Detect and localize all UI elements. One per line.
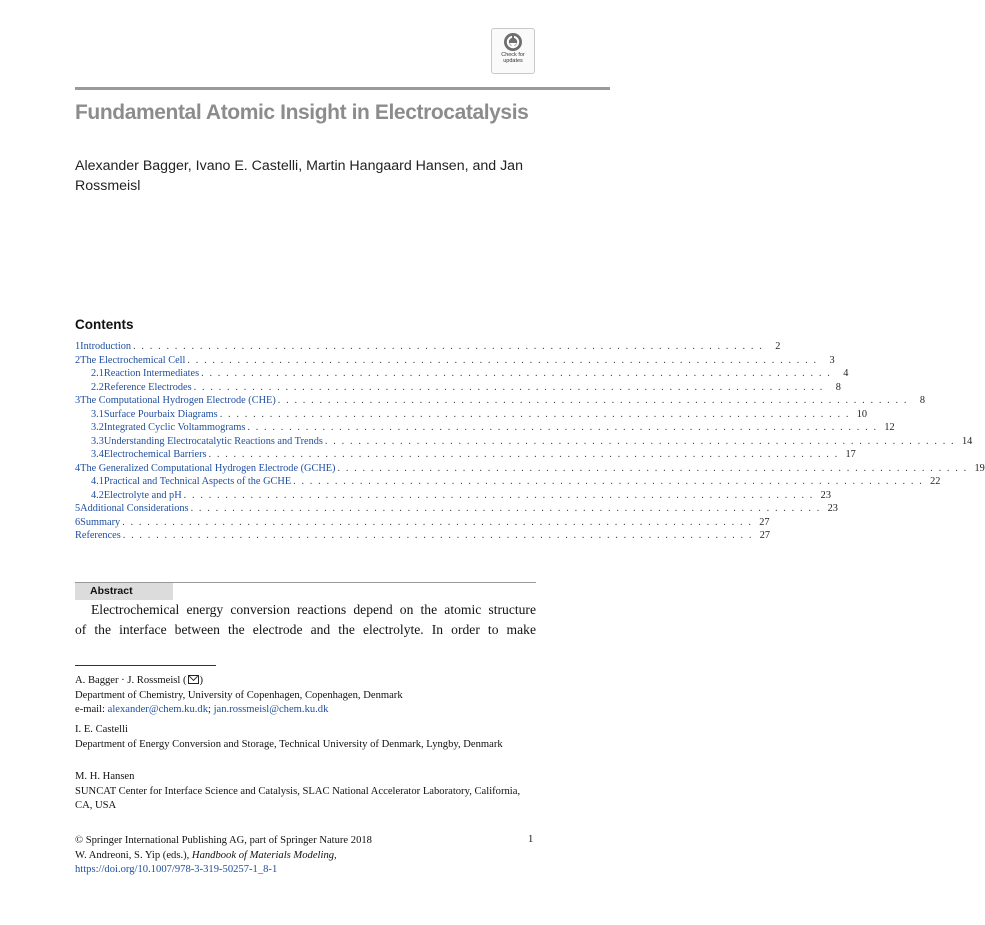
citation-book-title: Handbook of Materials Modeling, bbox=[191, 849, 337, 861]
toc-entry-page: 14 bbox=[961, 435, 973, 447]
toc-entry-page: 8 bbox=[835, 381, 841, 393]
toc-entry-page: 27 bbox=[759, 516, 770, 528]
toc-entry-page: 17 bbox=[845, 449, 856, 460]
badge-label-1: Check for bbox=[501, 52, 525, 58]
abstract-label: Abstract bbox=[75, 583, 173, 600]
toc-leader-dots: . . . . . . . . . . . . . . . . . . . . . . . . . . . . . . . . . . . . . . . . . . . . . . . . . . . . . . . . . . . . . . . . . . . . . . . . . . . . bbox=[133, 341, 764, 352]
toc-entry-number: 3.2 bbox=[91, 422, 104, 433]
toc-entry[interactable] bbox=[75, 476, 941, 490]
author-list: Alexander Bagger, Ivano E. Castelli, Martin Hangaard Hansen, and Jan Rossmeisl bbox=[75, 158, 523, 194]
toc-entry-number: 3.1 bbox=[91, 408, 104, 420]
footnote-name: I. E. Castelli bbox=[75, 724, 128, 735]
email-link-rossmeisl[interactable]: jan.rossmeisl@chem.ku.dk bbox=[213, 704, 329, 715]
toc-leader-dots: . . . . . . . . . . . . . . . . . . . . . . . . . . . . . . . . . . . . . . . . . . . . . . . . . . . . . . . . . . . . . . . . . . . . . . . . . . . . bbox=[122, 530, 754, 541]
citation-editors: W. Andreoni, S. Yip (eds.), bbox=[75, 849, 192, 861]
toc-entry[interactable] bbox=[75, 435, 973, 450]
chapter-title: Fundamental Atomic Insight in Electrocatalysis bbox=[75, 101, 529, 124]
email-link-bagger[interactable]: alexander@chem.ku.dk bbox=[107, 704, 209, 715]
doi-link[interactable]: https://doi.org/10.1007/978-3-319-50257-1_8-1 bbox=[75, 864, 278, 875]
footnote-rule bbox=[75, 665, 216, 666]
footnote-close-paren: ) bbox=[199, 675, 204, 686]
toc-entry-label: Additional Considerations bbox=[80, 503, 189, 514]
contents-heading: Contents bbox=[75, 317, 134, 332]
footnote-affiliation: Department of Energy Conversion and Storage, Technical University of Denmark, Lyngby, Denmark bbox=[75, 738, 503, 750]
footnote-castelli bbox=[75, 723, 536, 752]
toc-entry-label: Understanding Electrocatalytic Reactions and Trends bbox=[103, 435, 323, 447]
toc-entry-label: References bbox=[75, 530, 121, 541]
toc-leader-dots: . . . . . . . . . . . . . . . . . . . . . . . . . . . . . . . . . . . . . . . . . . . . . . . . . . . . . . . . . . . . . . . . . . . . . . . . . . . . bbox=[277, 395, 909, 406]
footnote-affiliation: SUNCAT Center for Interface Science and Catalysis, SLAC National Accelerator Laboratory, California, CA, USA bbox=[75, 785, 521, 811]
check-for-updates-badge[interactable] bbox=[491, 28, 535, 74]
toc-entry-page: 3 bbox=[829, 354, 835, 366]
toc-entry[interactable] bbox=[75, 368, 849, 382]
toc-entry-page: 8 bbox=[919, 395, 926, 406]
check-for-updates-icon bbox=[503, 32, 523, 52]
toc-entry-page: 12 bbox=[884, 422, 895, 433]
title-rule bbox=[75, 87, 610, 90]
toc-entry-label: The Generalized Computational Hydrogen Electrode (GCHE) bbox=[80, 462, 336, 474]
toc-leader-dots: . . . . . . . . . . . . . . . . . . . . . . . . . . . . . . . . . . . . . . . . . . . . . . . . . . . . . . . . . . . . . . . . . . . . . . . . . . . . bbox=[324, 435, 956, 447]
toc-leader-dots: . . . . . . . . . . . . . . . . . . . . . . . . . . . . . . . . . . . . . . . . . . . . . . . . . . . . . . . . . . . . . . . . . . . . . . . . . . . . bbox=[247, 422, 878, 433]
footnote-names: A. Bagger · J. Rossmeisl ( bbox=[75, 675, 187, 686]
toc-entry-number: 1 bbox=[75, 341, 81, 352]
toc-entry-page: 27 bbox=[759, 530, 771, 541]
envelope-icon[interactable] bbox=[188, 675, 199, 684]
toc-leader-dots: . . . . . . . . . . . . . . . . . . . . . . . . . . . . . . . . . . . . . . . . . . . . . . . . . . . . . . . . . . . . . . . . . . . . . . . . . . . . bbox=[337, 462, 968, 474]
toc-entry[interactable] bbox=[75, 449, 856, 463]
toc-entry-page: 23 bbox=[820, 489, 831, 501]
abstract-line-1: Electrochemical energy conversion reactions depend on the atomic structure bbox=[91, 602, 536, 617]
toc-entry-number: 4 bbox=[75, 462, 81, 474]
toc-entry-number: 2 bbox=[75, 354, 81, 366]
toc-entry-label: Introduction bbox=[80, 341, 132, 352]
toc-entry[interactable] bbox=[75, 341, 781, 355]
toc-entry-number: 4.2 bbox=[91, 489, 104, 501]
footnote-name: M. H. Hansen bbox=[75, 771, 135, 782]
toc-entry[interactable] bbox=[75, 462, 985, 477]
toc-leader-dots: . . . . . . . . . . . . . . . . . . . . . . . . . . . . . . . . . . . . . . . . . . . . . . . . . . . . . . . . . . . . . . . . . . . . . . . . . . . . bbox=[201, 368, 832, 379]
toc-entry-number: 2.2 bbox=[91, 381, 104, 393]
toc-leader-dots: . . . . . . . . . . . . . . . . . . . . . . . . . . . . . . . . . . . . . . . . . . . . . . . . . . . . . . . . . . . . . . . . . . . . . . . . . . . . bbox=[293, 476, 924, 487]
toc-entry-label: Surface Pourbaix Diagrams bbox=[103, 408, 218, 420]
toc-entry[interactable] bbox=[75, 422, 895, 436]
toc-entry[interactable] bbox=[75, 395, 926, 409]
page-number: 1 bbox=[528, 834, 534, 845]
toc-entry[interactable] bbox=[75, 408, 867, 423]
toc-entry[interactable] bbox=[75, 516, 770, 531]
toc-entry-number: 6 bbox=[75, 516, 81, 528]
footnote-bagger-rossmeisl bbox=[75, 674, 536, 718]
toc-entry-label: Reference Electrodes bbox=[103, 381, 192, 393]
toc-entry-number: 5 bbox=[75, 503, 81, 514]
toc-entry-label: Reaction Intermediates bbox=[103, 368, 200, 379]
toc-entry-page: 4 bbox=[843, 368, 849, 379]
footnote-hansen bbox=[75, 770, 536, 814]
footnote-authors-line bbox=[75, 674, 536, 689]
toc-leader-dots: . . . . . . . . . . . . . . . . . . . . . . . . . . . . . . . . . . . . . . . . . . . . . . . . . . . . . . . . . . . . . . . . . . . . . . . . . . . . bbox=[183, 489, 814, 501]
toc-entry-page: 19 bbox=[974, 462, 985, 474]
toc-leader-dots: . . . . . . . . . . . . . . . . . . . . . . . . . . . . . . . . . . . . . . . . . . . . . . . . . . . . . . . . . . . . . . . . . . . . . . . . . . . . bbox=[193, 381, 824, 393]
toc-entry[interactable] bbox=[75, 503, 838, 517]
toc-entry-label: Summary bbox=[80, 516, 121, 528]
toc-entry[interactable] bbox=[75, 530, 771, 544]
toc-entry-number: 4.1 bbox=[91, 476, 104, 487]
toc-entry-number: 3.4 bbox=[91, 449, 104, 460]
footnote-affiliation: Department of Chemistry, University of Copenhagen, Copenhagen, Denmark bbox=[75, 689, 403, 701]
toc-entry-page: 10 bbox=[856, 408, 867, 420]
citation-line bbox=[75, 849, 536, 864]
toc-leader-dots: . . . . . . . . . . . . . . . . . . . . . . . . . . . . . . . . . . . . . . . . . . . . . . . . . . . . . . . . . . . . . . . . . . . . . . . . . . . . bbox=[219, 408, 850, 420]
toc-entry-label: The Computational Hydrogen Electrode (CHE) bbox=[80, 395, 276, 406]
toc-entry-number: 3.3 bbox=[91, 435, 104, 447]
toc-entry[interactable] bbox=[75, 381, 841, 396]
toc-leader-dots: . . . . . . . . . . . . . . . . . . . . . . . . . . . . . . . . . . . . . . . . . . . . . . . . . . . . . . . . . . . . . . . . . . . . . . . . . . . . bbox=[122, 516, 753, 528]
toc-entry-number: 2.1 bbox=[91, 368, 104, 379]
toc-leader-dots: . . . . . . . . . . . . . . . . . . . . . . . . . . . . . . . . . . . . . . . . . . . . . . . . . . . . . . . . . . . . . . . . . . . . . . . . . . . . bbox=[187, 354, 818, 366]
toc-entry-page: 22 bbox=[930, 476, 941, 487]
toc-entry-label: Practical and Technical Aspects of the GCHE bbox=[103, 476, 292, 487]
toc-entry-label: Integrated Cyclic Voltammograms bbox=[103, 422, 246, 433]
copyright-block bbox=[75, 834, 536, 878]
toc-leader-dots: . . . . . . . . . . . . . . . . . . . . . . . . . . . . . . . . . . . . . . . . . . . . . . . . . . . . . . . . . . . . . . . . . . . . . . . . . . . . bbox=[208, 449, 839, 460]
toc-entry-label: Electrochemical Barriers bbox=[103, 449, 207, 460]
badge-label-2: updates bbox=[503, 58, 523, 64]
toc-entry-label: The Electrochemical Cell bbox=[80, 354, 186, 366]
table-of-contents bbox=[75, 341, 985, 544]
toc-entry[interactable] bbox=[75, 354, 835, 369]
email-separator: ; bbox=[208, 704, 214, 715]
footnote-email-line bbox=[75, 703, 536, 718]
copyright-line: © Springer International Publishing AG, part of Springer Nature 2018 bbox=[75, 835, 372, 846]
abstract-text bbox=[75, 600, 536, 640]
toc-entry-number: 3 bbox=[75, 395, 81, 406]
abstract-line-2: of the interface between the electrode and the electrolyte. In order to make bbox=[75, 622, 536, 637]
toc-entry-page: 23 bbox=[827, 503, 838, 514]
toc-entry-label: Electrolyte and pH bbox=[103, 489, 182, 501]
toc-entry[interactable] bbox=[75, 489, 831, 504]
toc-leader-dots: . . . . . . . . . . . . . . . . . . . . . . . . . . . . . . . . . . . . . . . . . . . . . . . . . . . . . . . . . . . . . . . . . . . . . . . . . . . . bbox=[190, 503, 821, 514]
email-prefix: e-mail: bbox=[75, 704, 108, 715]
toc-entry-page: 2 bbox=[775, 341, 781, 352]
